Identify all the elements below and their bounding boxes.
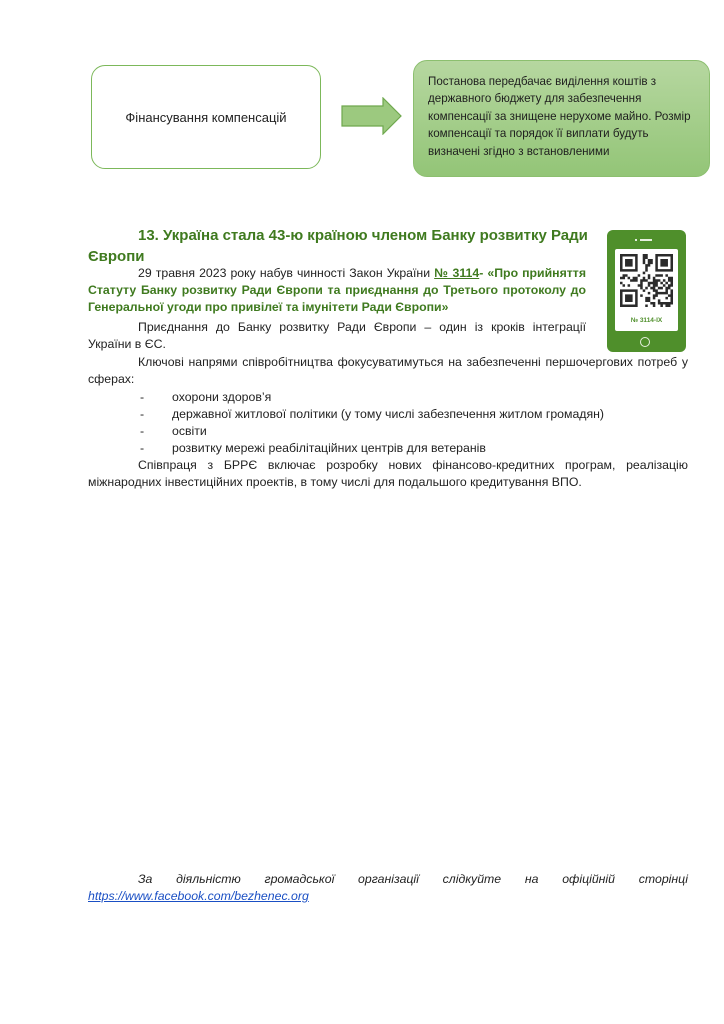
compensation-note-box (413, 60, 710, 177)
list-item: - розвитку мережі реабілітаційних центрів для ветеранів (140, 441, 486, 455)
section-heading: 13. Україна стала 43-ю країною членом Банку розвитку Ради Європи (88, 227, 588, 265)
footer-note (88, 871, 688, 905)
law-paragraph-prefix: 29 травня 2023 року набув чинності Закон України (138, 266, 435, 280)
qr-code-icon[interactable] (620, 254, 673, 307)
cooperation-paragraph: Співпраця з БРРЄ включає розробку нових фінансово-кредитних програм, реалізацію міжнародних інвестиційних проектів, в тому числі для подальшого кредитування ВПО. (88, 458, 688, 489)
phone-qr-badge[interactable] (607, 230, 686, 352)
financing-box (91, 65, 321, 169)
list-item: - державної житлової політики (у тому числі забезпечення житлом громадян) (140, 407, 605, 421)
facebook-page-link[interactable]: https://www.facebook.com/bezhenec.org (88, 889, 309, 903)
integration-paragraph: Приєднання до Банку розвитку Ради Європи – один із кроків інтеграції України в ЄС. (88, 320, 586, 351)
list-item: - освіти (140, 424, 207, 438)
right-arrow-icon (341, 97, 403, 135)
phone-screen (615, 249, 678, 331)
financing-box-label: Фінансування компенсацій (125, 109, 287, 125)
phone-camera (635, 239, 637, 241)
priorities-paragraph: Ключові напрями співробітництва фокусуватимуться на забезпеченні першочергових потреб у сферах: (88, 355, 688, 386)
law-title-separator: - (479, 266, 488, 280)
law-number-caption: № 3114-IX (630, 317, 663, 324)
footer-text: За діяльністю громадської організації слідкуйте на офіційній сторінці (138, 872, 688, 886)
phone-home-button (640, 337, 650, 347)
compensation-note-text: Постанова передбачає виділення коштів з державного бюджету для забезпечення компенсації за знищене нерухоме майно. Розмір компенсації та порядок її виплати будуть визначені згідно з встановленими (428, 75, 691, 158)
list-item: - охорони здоров’я (140, 390, 272, 404)
law-title: «Про прийняття Статуту Банку розвитку Ради Європи та приєднання до Третього протоколу до Генеральної угоди про привілеї та імунітети Ради Європи» (88, 266, 587, 314)
law-paragraph (88, 265, 586, 316)
law-number-link[interactable]: № 3114 (434, 266, 480, 280)
phone-speaker (640, 239, 652, 241)
